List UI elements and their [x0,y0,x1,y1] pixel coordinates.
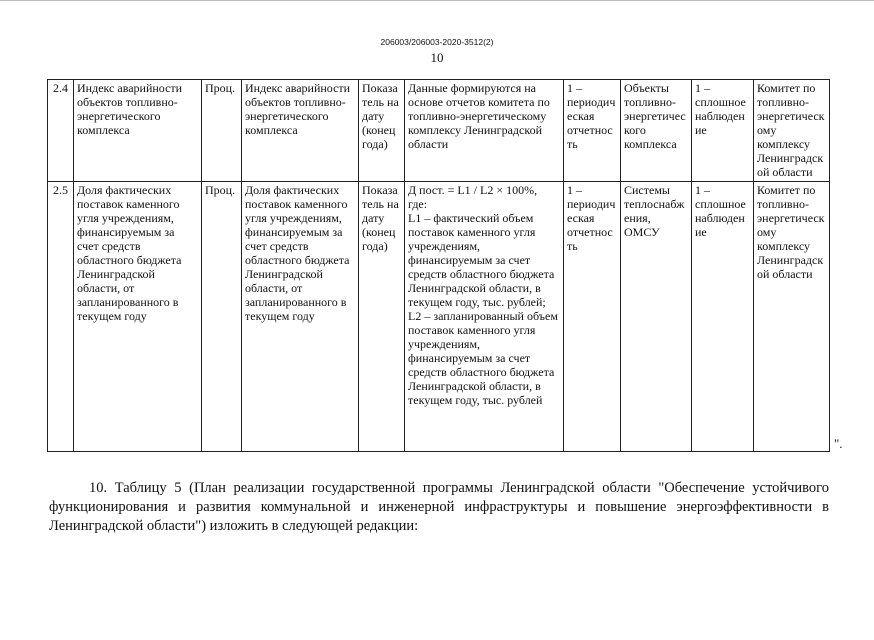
closing-quote: ". [834,436,843,451]
observation-object: Объекты топливно-энергетического комплекса [621,80,692,182]
calculation-algorithm [405,182,564,452]
formula-l2: L2 – запланированный объем поставок каменного угля учреждениям, финансируемым за счет средств областного бюджета Ленинградской области, в текущем году, тыс. рублей [408,309,558,407]
table-row [48,80,830,182]
page-number: 10 [430,50,444,65]
indicator-name: Индекс аварийности объектов топливно-энергетического комплекса [74,80,202,182]
amendment-paragraph: 10. Таблицу 5 (План реализации государственной программы Ленинградской области "Обеспечение устойчивого функционирования и развития коммунальной и инженерной инфраструктуры и повышение энергоэффективности в Ленинградской области") изложить в следующей редакции: [49,480,829,534]
calculation-algorithm: Данные формируются на основе отчетов комитета по топливно-энергетическому комплексу Ленинградской области [405,80,564,182]
formula-where: где: [408,197,428,211]
collection-method: 1 – периодическая отчетность [564,80,621,182]
collection-method: 1 – периодическая отчетность [564,182,621,452]
responsible-body: Комитет по топливно-энергетическому комплексу Ленинградской области [754,182,830,452]
responsible-body: Комитет по топливно-энергетическому комплексу Ленинградской области [754,80,830,182]
unit: Проц. [202,80,242,182]
indicator-name: Доля фактических поставок каменного угля учреждениям, финансируемым за счет средств областного бюджета Ленинградской области, от запланированного в текущем году [74,182,202,452]
table-row [48,182,830,452]
formula-line: Д пост. = L1 / L2 × 100%, [408,183,538,197]
row-number: 2.5 [48,182,74,452]
row-number: 2.4 [48,80,74,182]
observation-object: Системы теплоснабжения, ОМСУ [621,182,692,452]
document-id: 206003/206003-2020-3512(2) [380,37,494,47]
indicator-definition: Индекс аварийности объектов топливно-энергетического комплекса [242,80,359,182]
coverage: 1 – сплошное наблюдение [692,80,754,182]
indicator-definition: Доля фактических поставок каменного угля учреждениям, финансируемым за счет средств областного бюджета Ленинградской области, от запланированного в текущем году [242,182,359,452]
coverage: 1 – сплошное наблюдение [692,182,754,452]
indicator-type: Показатель на дату (конец года) [359,80,405,182]
formula-l1: L1 – фактический объем поставок каменного угля учреждениям, финансируемым за счет средств областного бюджета Ленинградской области, в текущем году, тыс. рублей; [408,211,555,309]
indicators-table [47,79,830,452]
top-edge-rule [0,0,874,7]
unit: Проц. [202,182,242,452]
indicator-type: Показатель на дату (конец года) [359,182,405,452]
